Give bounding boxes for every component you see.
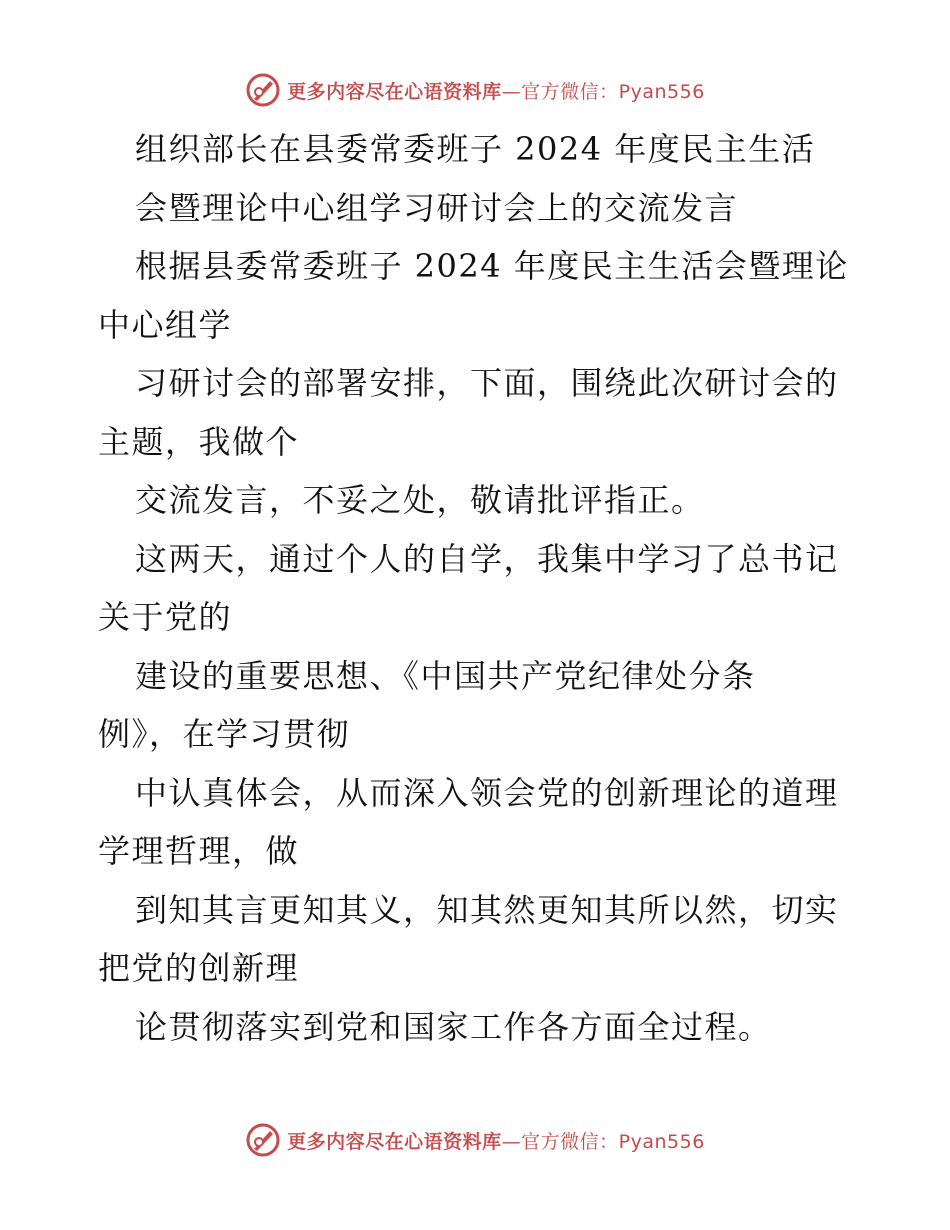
paragraph-line: 建设的重要思想、《中国共产党纪律处分条: [135, 656, 756, 695]
paragraph-line: 习研讨会的部署安排，下面，围绕此次研讨会的: [135, 364, 839, 402]
paragraph-line: 学理哲理，做: [98, 832, 300, 870]
header-banner-text: [287, 77, 705, 104]
header-banner: [0, 70, 950, 110]
footer-contact: 官方微信：Pyan556: [521, 1130, 705, 1153]
paragraph-line: 论贯彻落实到党和国家工作各方面全过程。: [135, 1007, 772, 1046]
document-body: [98, 120, 858, 1056]
footer-dash: —: [501, 1130, 522, 1153]
header-slogan: 更多内容尽在心语资料库: [287, 80, 502, 103]
paragraph-line: 主题，我做个: [98, 422, 300, 461]
header-contact: 官方微信：Pyan556: [521, 80, 705, 103]
paragraph-line: 中认真体会，从而深入领会党的创新理论的道理: [135, 773, 839, 812]
paragraph-line: 根据县委常委班子 2024 年度民主生活会暨理论: [135, 247, 849, 285]
header-dash: —: [501, 80, 522, 103]
paragraph-line: 交流发言，不妥之处，敬请批评指正。: [135, 481, 705, 519]
title-line-2: 会暨理论中心组学习研讨会上的交流发言: [135, 188, 739, 227]
quill-logo-icon: [245, 72, 281, 108]
quill-logo-icon: [245, 1122, 281, 1158]
paragraph-line: 关于党的: [98, 598, 233, 636]
paragraph-line: 中心组学: [98, 305, 233, 344]
paragraph-line: 这两天，通过个人的自学，我集中学习了总书记: [135, 539, 839, 578]
paragraph-line: 到知其言更知其义，知其然更知其所以然，切实: [135, 890, 839, 929]
paragraph-line: 例》，在学习贯彻: [98, 715, 351, 753]
footer-banner: [0, 1120, 950, 1160]
paragraph-line: 把党的创新理: [98, 949, 300, 987]
title-line-1: 组织部长在县委常委班子 2024 年度民主生活: [135, 130, 816, 168]
footer-slogan: 更多内容尽在心语资料库: [287, 1130, 502, 1153]
footer-banner-text: [287, 1127, 705, 1154]
